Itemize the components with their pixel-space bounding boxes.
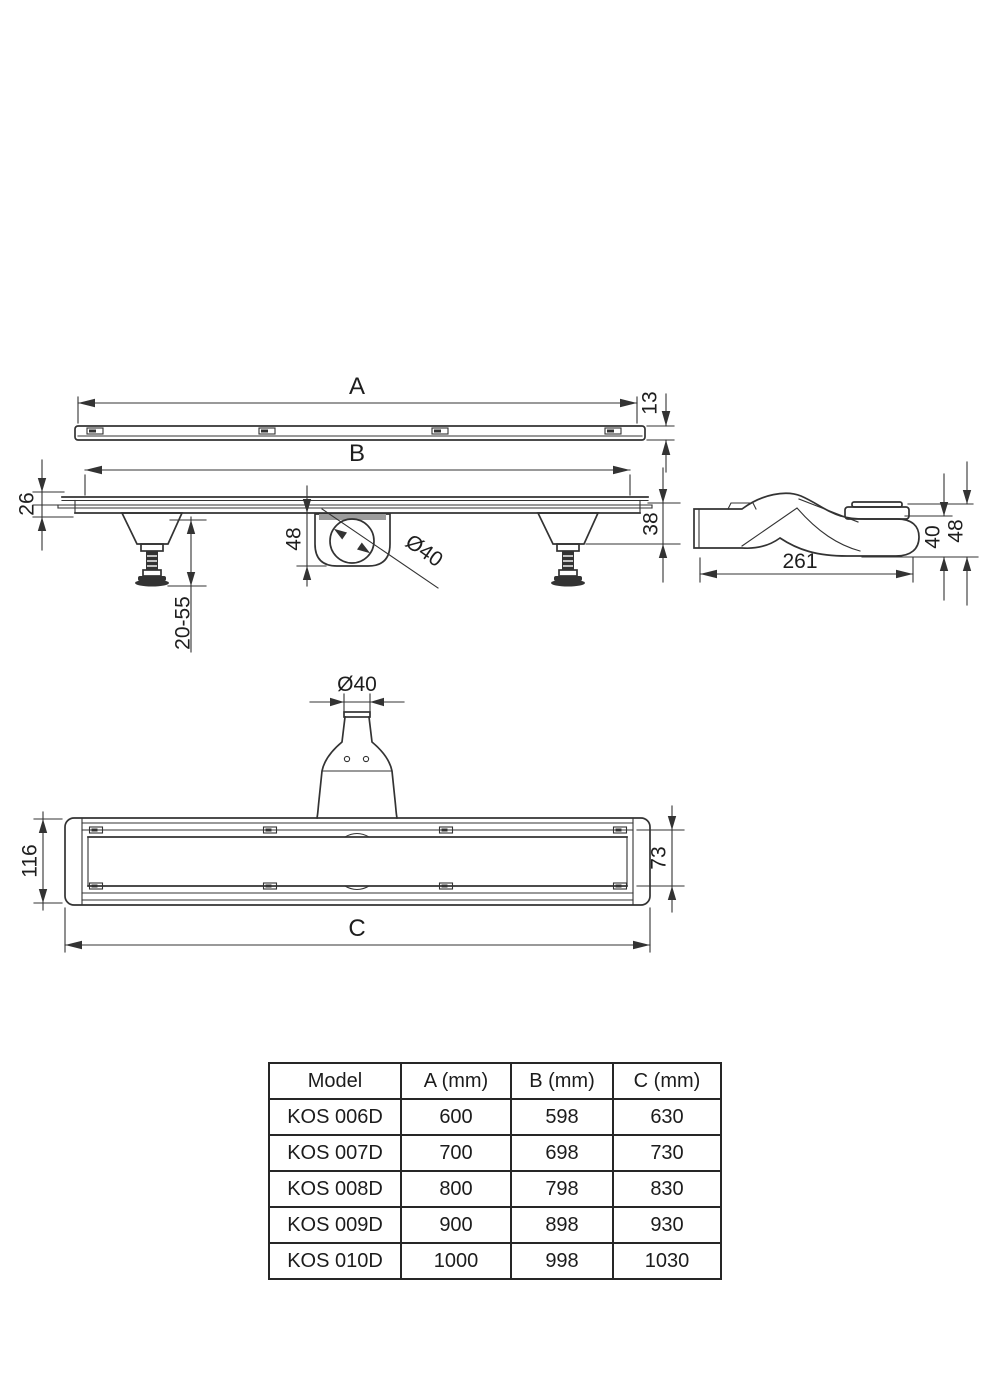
a-cell: 700 <box>401 1135 511 1171</box>
spec-table-row <box>269 1243 721 1279</box>
c-cell: 630 <box>613 1099 721 1135</box>
dim-label-48-side: 48 <box>282 527 306 551</box>
dim-label-13: 13 <box>638 391 662 415</box>
spec-table-row <box>269 1099 721 1135</box>
dim-label-73: 73 <box>647 846 671 870</box>
model-cell: KOS 007D <box>269 1135 401 1171</box>
channel-body <box>58 497 652 513</box>
spec-table-row <box>269 1135 721 1171</box>
a-cell: 1000 <box>401 1243 511 1279</box>
channel-plan <box>65 818 650 905</box>
dim-label-b: B <box>348 440 366 467</box>
spec-header-model: Model <box>269 1063 401 1099</box>
dim-label-o40-side: Ø40 <box>401 530 447 572</box>
spec-header-b: B (mm) <box>511 1063 613 1099</box>
b-cell: 798 <box>511 1171 613 1207</box>
a-cell: 900 <box>401 1207 511 1243</box>
dim-label-20-55: 20-55 <box>171 596 195 650</box>
dim-label-c: C <box>348 915 366 942</box>
b-cell: 598 <box>511 1099 613 1135</box>
end-view <box>694 462 978 605</box>
adjustable-foot-right <box>538 513 598 587</box>
model-cell: KOS 009D <box>269 1207 401 1243</box>
spec-header-a: A (mm) <box>401 1063 511 1099</box>
top-view <box>75 373 674 472</box>
outlet-circle <box>330 519 374 563</box>
dim-label-26: 26 <box>15 492 39 516</box>
dim-label-40-end: 40 <box>921 525 945 549</box>
b-cell: 998 <box>511 1243 613 1279</box>
a-cell: 600 <box>401 1099 511 1135</box>
drain-trap <box>315 509 447 588</box>
c-cell: 830 <box>613 1171 721 1207</box>
model-cell: KOS 010D <box>269 1243 401 1279</box>
a-cell: 800 <box>401 1171 511 1207</box>
dim-label-116: 116 <box>18 844 42 878</box>
c-cell: 1030 <box>613 1243 721 1279</box>
b-cell: 898 <box>511 1207 613 1243</box>
c-cell: 930 <box>613 1207 721 1243</box>
model-cell: KOS 008D <box>269 1171 401 1207</box>
grate-bar <box>75 426 645 440</box>
plan-view <box>19 673 685 952</box>
spec-header-c: C (mm) <box>613 1063 721 1099</box>
dim-label-38: 38 <box>639 512 663 536</box>
spec-table-row <box>269 1171 721 1207</box>
side-view <box>16 440 681 652</box>
dim-label-a: A <box>348 373 366 400</box>
dim-label-o40-plan: Ø40 <box>337 673 377 696</box>
model-cell: KOS 006D <box>269 1099 401 1135</box>
b-cell: 698 <box>511 1135 613 1171</box>
outlet-funnel <box>317 712 397 818</box>
dim-label-48-end: 48 <box>944 519 968 543</box>
spec-table-row <box>269 1207 721 1243</box>
adjustable-foot-left <box>122 513 182 587</box>
c-cell: 730 <box>613 1135 721 1171</box>
spec-table-header-row <box>269 1063 721 1099</box>
spec-table <box>268 1062 722 1280</box>
dim-label-261: 261 <box>782 550 818 573</box>
